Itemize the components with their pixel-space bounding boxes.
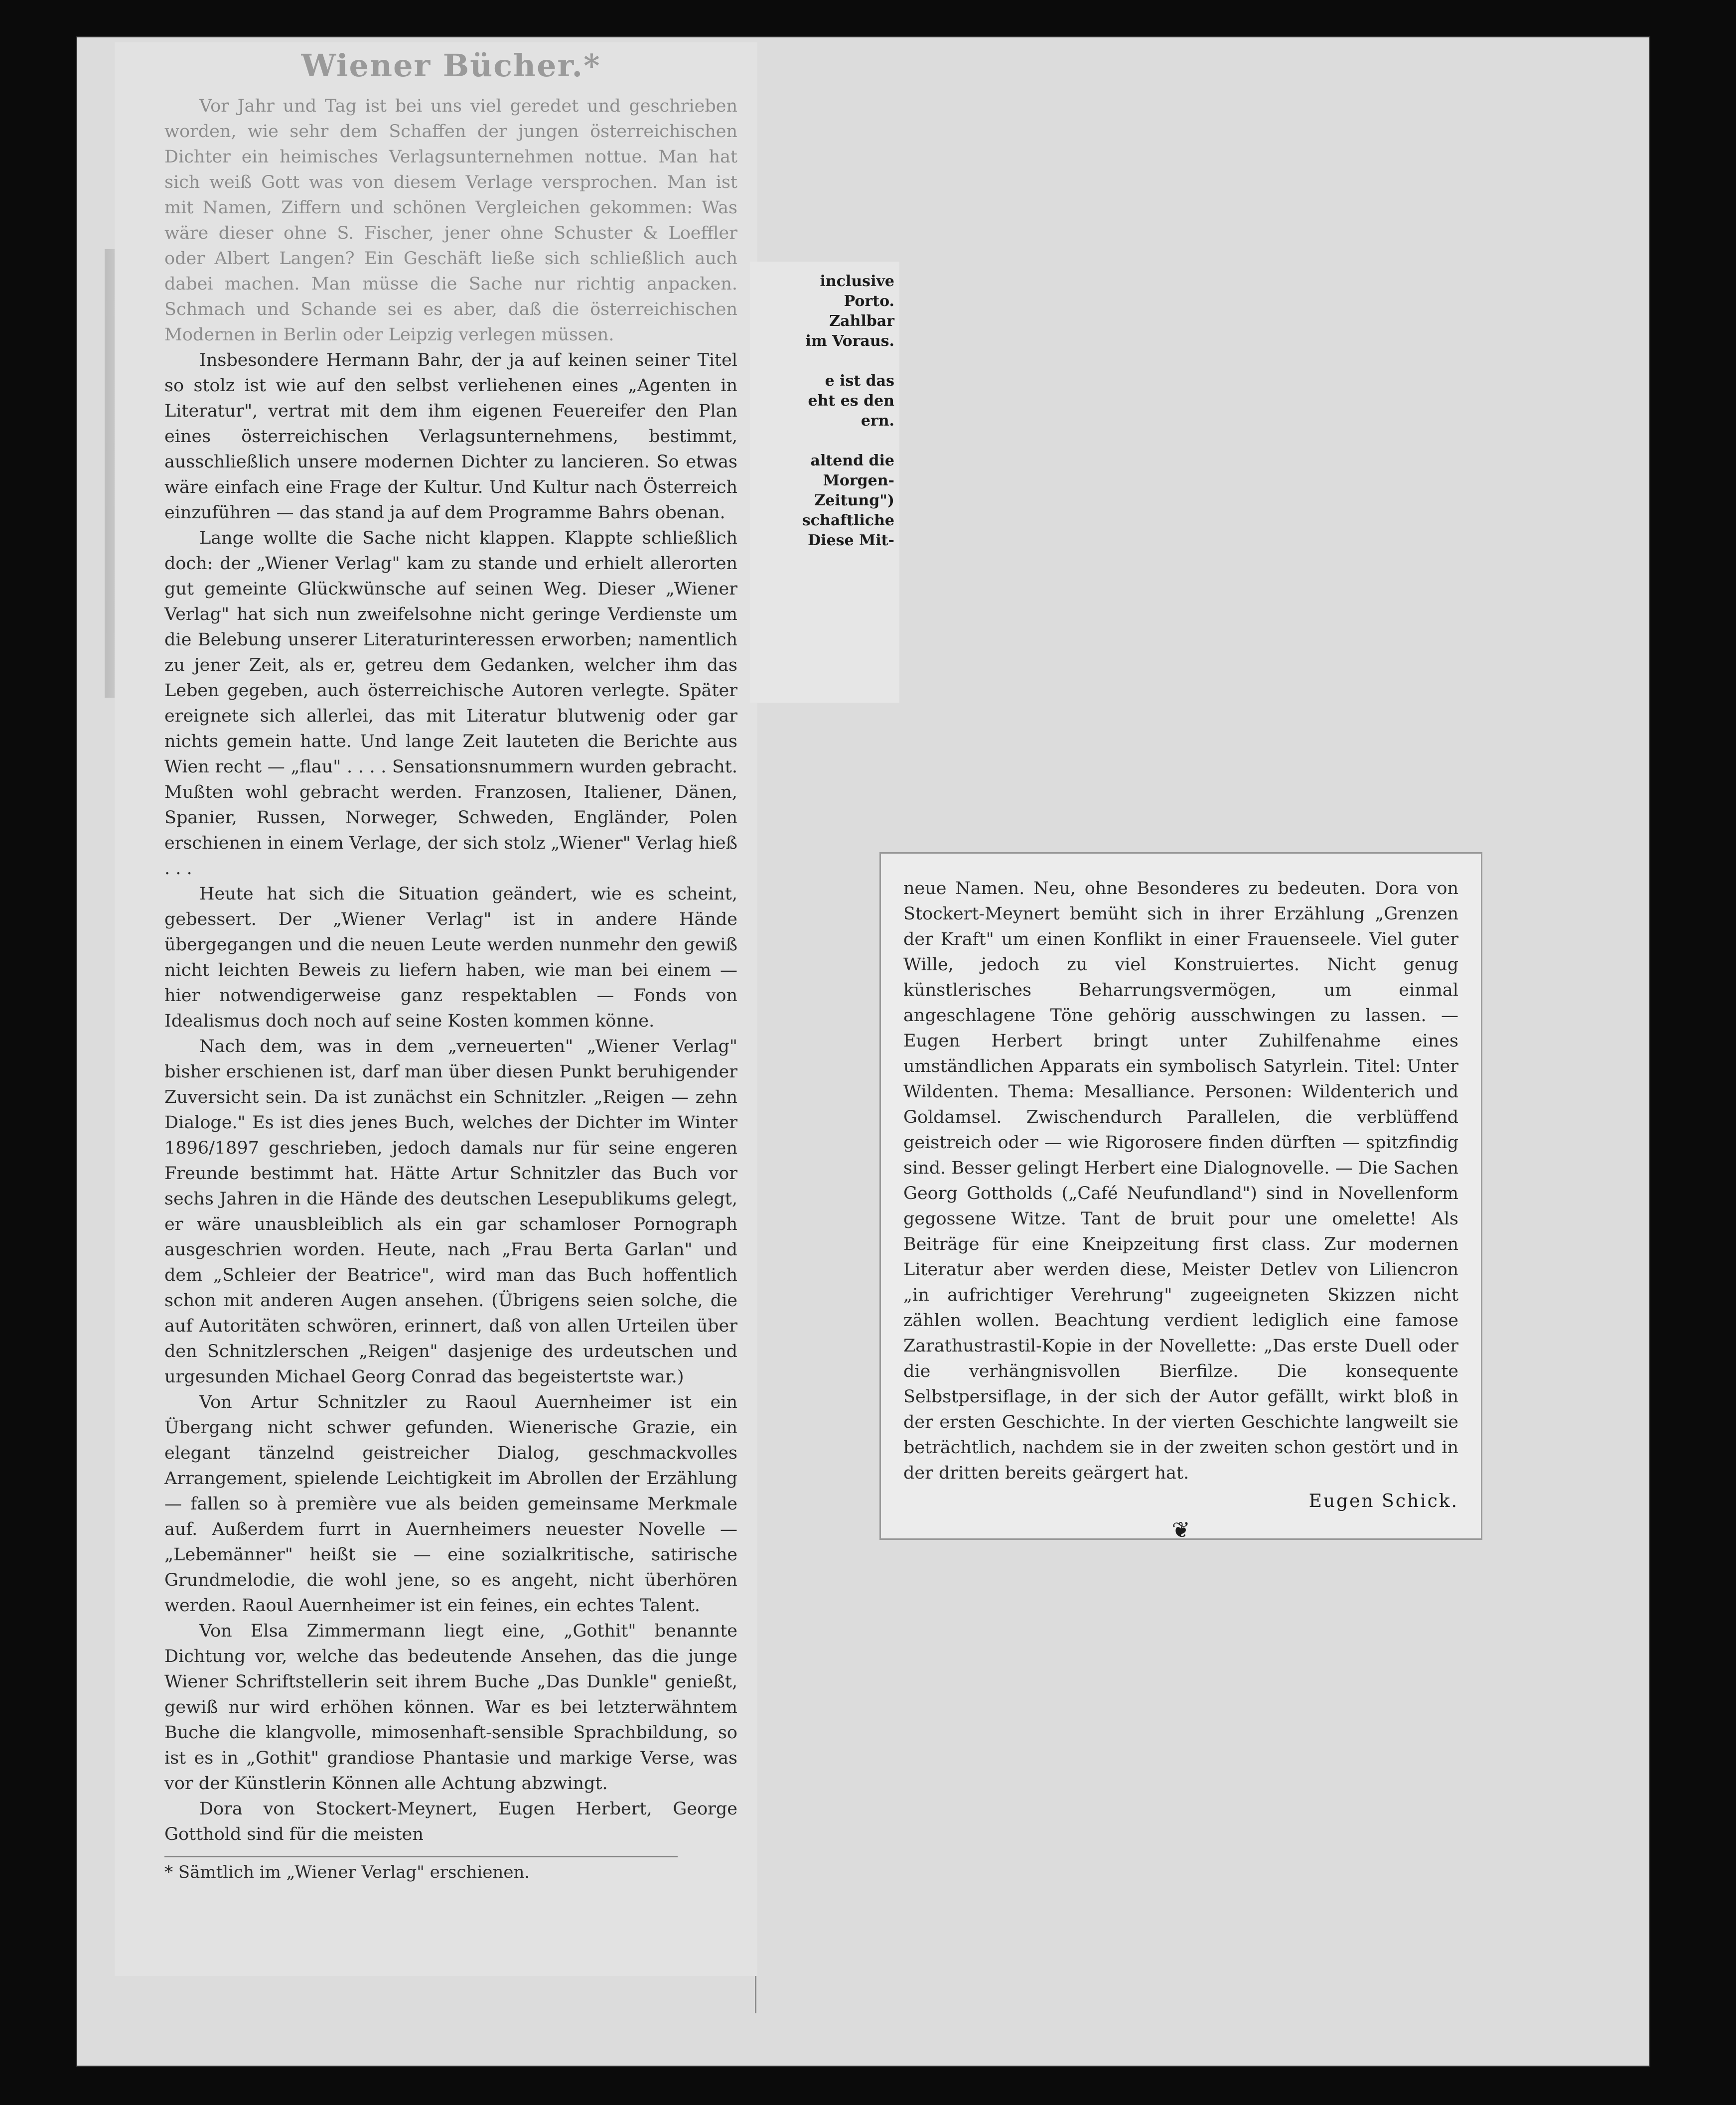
- side-fragment-line: Zahlbar: [829, 312, 894, 330]
- side-fragment-block: [755, 371, 894, 431]
- side-fragment-line: ern.: [861, 412, 894, 430]
- article-footnote: * Sämtlich im „Wiener Verlag" erschienen.: [164, 1856, 678, 1882]
- side-fragment-line: Morgen-: [823, 472, 894, 489]
- article-paragraph: Von Elsa Zimmermann liegt eine, „Gothit" benannte Dichtung vor, welche das bedeutende Ansehen, das die junge Wiener Schriftstellerin seit ihrem Buche „Das Dunkle" genießt, gewiß nur wird erhöhen können. War es bei letzterwähntem Buche die klangvolle, mimosenhaft-sensible Sprachbildung, so ist es in „Gothit" grandiose Phantasie und markige Verse, was vor der Künstlerin Können alle Achtung abzwingt.: [164, 1621, 737, 1794]
- article-paragraph: Vor Jahr und Tag ist bei uns viel geredet und geschrieben worden, wie sehr dem Schaffen der jungen österreichischen Dichter ein heimisches Verlagsunternehmen nottue. Man hat sich weiß Gott was von diesem Verlage versprochen. Man ist mit Namen, Ziffern und schönen Vergleichen gekommen: Was wäre dieser ohne S. Fischer, jener ohne Schuster & Loeffler oder Albert Langen? Ein Geschäft ließe sich schließlich auch dabei machen. Man müsse die Sache nur richtig anpacken. Schmach und Schande sei es aber, daß die österreichischen Modernen in Berlin oder Leipzig verlegen müssen.: [164, 96, 737, 345]
- side-fragment-line: Diese Mit-: [808, 532, 894, 549]
- side-fragment-line: Porto.: [844, 293, 894, 310]
- article-paragraph: Dora von Stockert-Meynert, Eugen Herbert, George Gotthold sind für die meisten: [164, 1799, 737, 1844]
- article-body: [164, 94, 737, 1847]
- continuation-paragraph: neue Namen. Neu, ohne Besonderes zu bedeuten. Dora von Stockert-Meynert bemüht sich in ihrer Erzählung „Grenzen der Kraft" um einen Konflikt in einer Frauenseele. Viel guter Wille, jedoch zu viel Konstruiertes. Nicht genug künstlerisches Beharrungsvermögen, um einmal angeschlagene Töne gehörig ausschwingen zu lassen. — Eugen Herbert bringt unter Zuhilfenahme eines umständlichen Apparats ein symbolisch Satyrlein. Titel: Unter Wildenten. Thema: Mesalliance. Personen: Wildenterich und Goldamsel. Zwischendurch Parallelen, die verblüffend geistreich oder — wie Rigorosere finden dürften — spitzfindig sind. Besser gelingt Herbert eine Dialognovelle. — Die Sachen Georg Gottholds („Café Neufundland") sind in Novellenform gegossene Witze. Tant de bruit pour une omelette! Als Beiträge für eine Kneipzeitung first class. Zur modernen Literatur aber werden diese, Meister Detlev von Liliencron „in aufrichtiger Verehrung" zugeeigneten Skizzen nicht zählen wollen. Beachtung verdient lediglich eine famose Zarathustrastil-Kopie in der Novellette: „Das erste Duell oder die verhängnisvollen Bierfilze. Die konsequente Selbstpersiflage, in der sich der Autor gefällt, wirkt bloß in der ersten Geschichte. In der vierten Geschichte langweilt sie beträchtlich, nachdem sie in der zweiten schon gestört und in der dritten bereits geärgert hat.: [903, 879, 1458, 1483]
- article-paragraph: Lange wollte die Sache nicht klappen. Klappte schließlich doch: der „Wiener Verlag" kam zu stande und erhielt allerorten gut gemeinte Glückwünsche auf seinen Weg. Dieser „Wiener Verlag" hat sich nun zweifelsohne nicht geringe Verdienste um die Belebung unserer Literaturinteressen erworben; namentlich zu jener Zeit, als er, getreu dem Gedanken, welcher ihm das Leben gegeben, auch österreichische Autoren verlegte. Später ereignete sich allerlei, das mit Literatur blutwenig oder gar nichts gemein hatte. Und lange Zeit lauteten die Berichte aus Wien recht — „flau" . . . . Sensationsnummern wurden gebracht. Mußten wohl gebracht werden. Franzosen, Italiener, Dänen, Spanier, Russen, Norweger, Schweden, Engländer, Polen erschienen in einem Verlage, der sich stolz „Wiener" Verlag hieß . . .: [164, 528, 737, 879]
- ornament-icon: ❦: [1171, 1517, 1190, 1543]
- side-fragment-line: im Voraus.: [805, 332, 894, 350]
- side-clipping-fragment: [750, 262, 899, 703]
- side-fragment-block: [755, 451, 894, 551]
- side-fragment-block: [755, 272, 894, 351]
- side-fragment-line: altend die: [810, 452, 894, 469]
- side-fragment-line: eht es den: [808, 392, 894, 410]
- article-title: Wiener Bücher.*: [301, 47, 601, 84]
- newspaper-clipping-main: [115, 42, 757, 1976]
- article-paragraph: Von Artur Schnitzler zu Raoul Auernheimer ist ein Übergang nicht schwer gefunden. Wienerische Grazie, ein elegant tänzelnd geistreicher Dialog, geschmackvolles Arrangement, spielende Leichtigkeit im Abrollen der Erzählung — fallen so à première vue als beiden gemeinsame Merkmale auf. Außerdem furrt in Auernheimers neuester Novelle — „Lebemänner" heißt sie — eine sozialkritische, satirische Grundmelodie, die wohl jene, so es angeht, nicht überhören werden. Raoul Auernheimer ist ein feines, ein echtes Talent.: [164, 1392, 737, 1616]
- side-fragment-line: schaftliche: [802, 512, 894, 529]
- newspaper-clipping-continuation: [879, 852, 1482, 1543]
- article-paragraph: Nach dem, was in dem „verneuerten" „Wiener Verlag" bisher erschienen ist, darf man über diesen Punkt beruhigender Zuversicht sein. Da ist zunächst ein Schnitzler. „Reigen — zehn Dialoge." Es ist dies jenes Buch, welches der Dichter im Winter 1896/1897 geschrieben, jedoch damals nur für seine engeren Freunde bestimmt hat. Hätte Artur Schnitzler das Buch vor sechs Jahren in die Hände des deutschen Lesepublikums gelegt, er wäre unausbleiblich als ein gar schamloser Pornograph ausgeschrien worden. Heute, nach „Frau Berta Garlan" und dem „Schleier der Beatrice", wird man das Buch hoffentlich schon mit anderen Augen ansehen. (Übrigens seien solche, die auf Autoritäten schwören, erinnert, daß von allen Urteilen über den Schnitzlerschen „Reigen" dasjenige des urdeutschen und urgesunden Michael Georg Conrad das begeistertste war.): [164, 1037, 737, 1387]
- article-paragraph: Insbesondere Hermann Bahr, der ja auf keinen seiner Titel so stolz ist wie auf den selbst verliehenen eines „Agenten in Literatur", vertrat mit dem ihm eigenen Feuereifer den Plan eines österreichischen Verlagsunternehmens, bestimmt, ausschließlich unsere modernen Dichter zu lancieren. So etwas wäre einfach eine Frage der Kultur. Und Kultur nach Österreich einzuführen — das stand ja auf dem Programme Bahrs obenan.: [164, 350, 737, 523]
- side-fragment-line: Zeitung"): [814, 492, 894, 509]
- author-signature: Eugen Schick.: [1308, 1491, 1458, 1511]
- side-fragment-line: e ist das: [825, 372, 894, 390]
- side-fragment-line: inclusive: [820, 273, 894, 290]
- continuation-body: [903, 876, 1458, 1486]
- article-paragraph: Heute hat sich die Situation geändert, wie es scheint, gebessert. Der „Wiener Verlag" ist in andere Hände übergegangen und die neuen Leute werden nunmehr den gewiß nicht leichten Beweis zu liefern haben, wie man bei einem — hier notwendigerweise ganz respektablen — Fonds von Idealismus doch noch auf seine Kosten kommen könne.: [164, 884, 737, 1031]
